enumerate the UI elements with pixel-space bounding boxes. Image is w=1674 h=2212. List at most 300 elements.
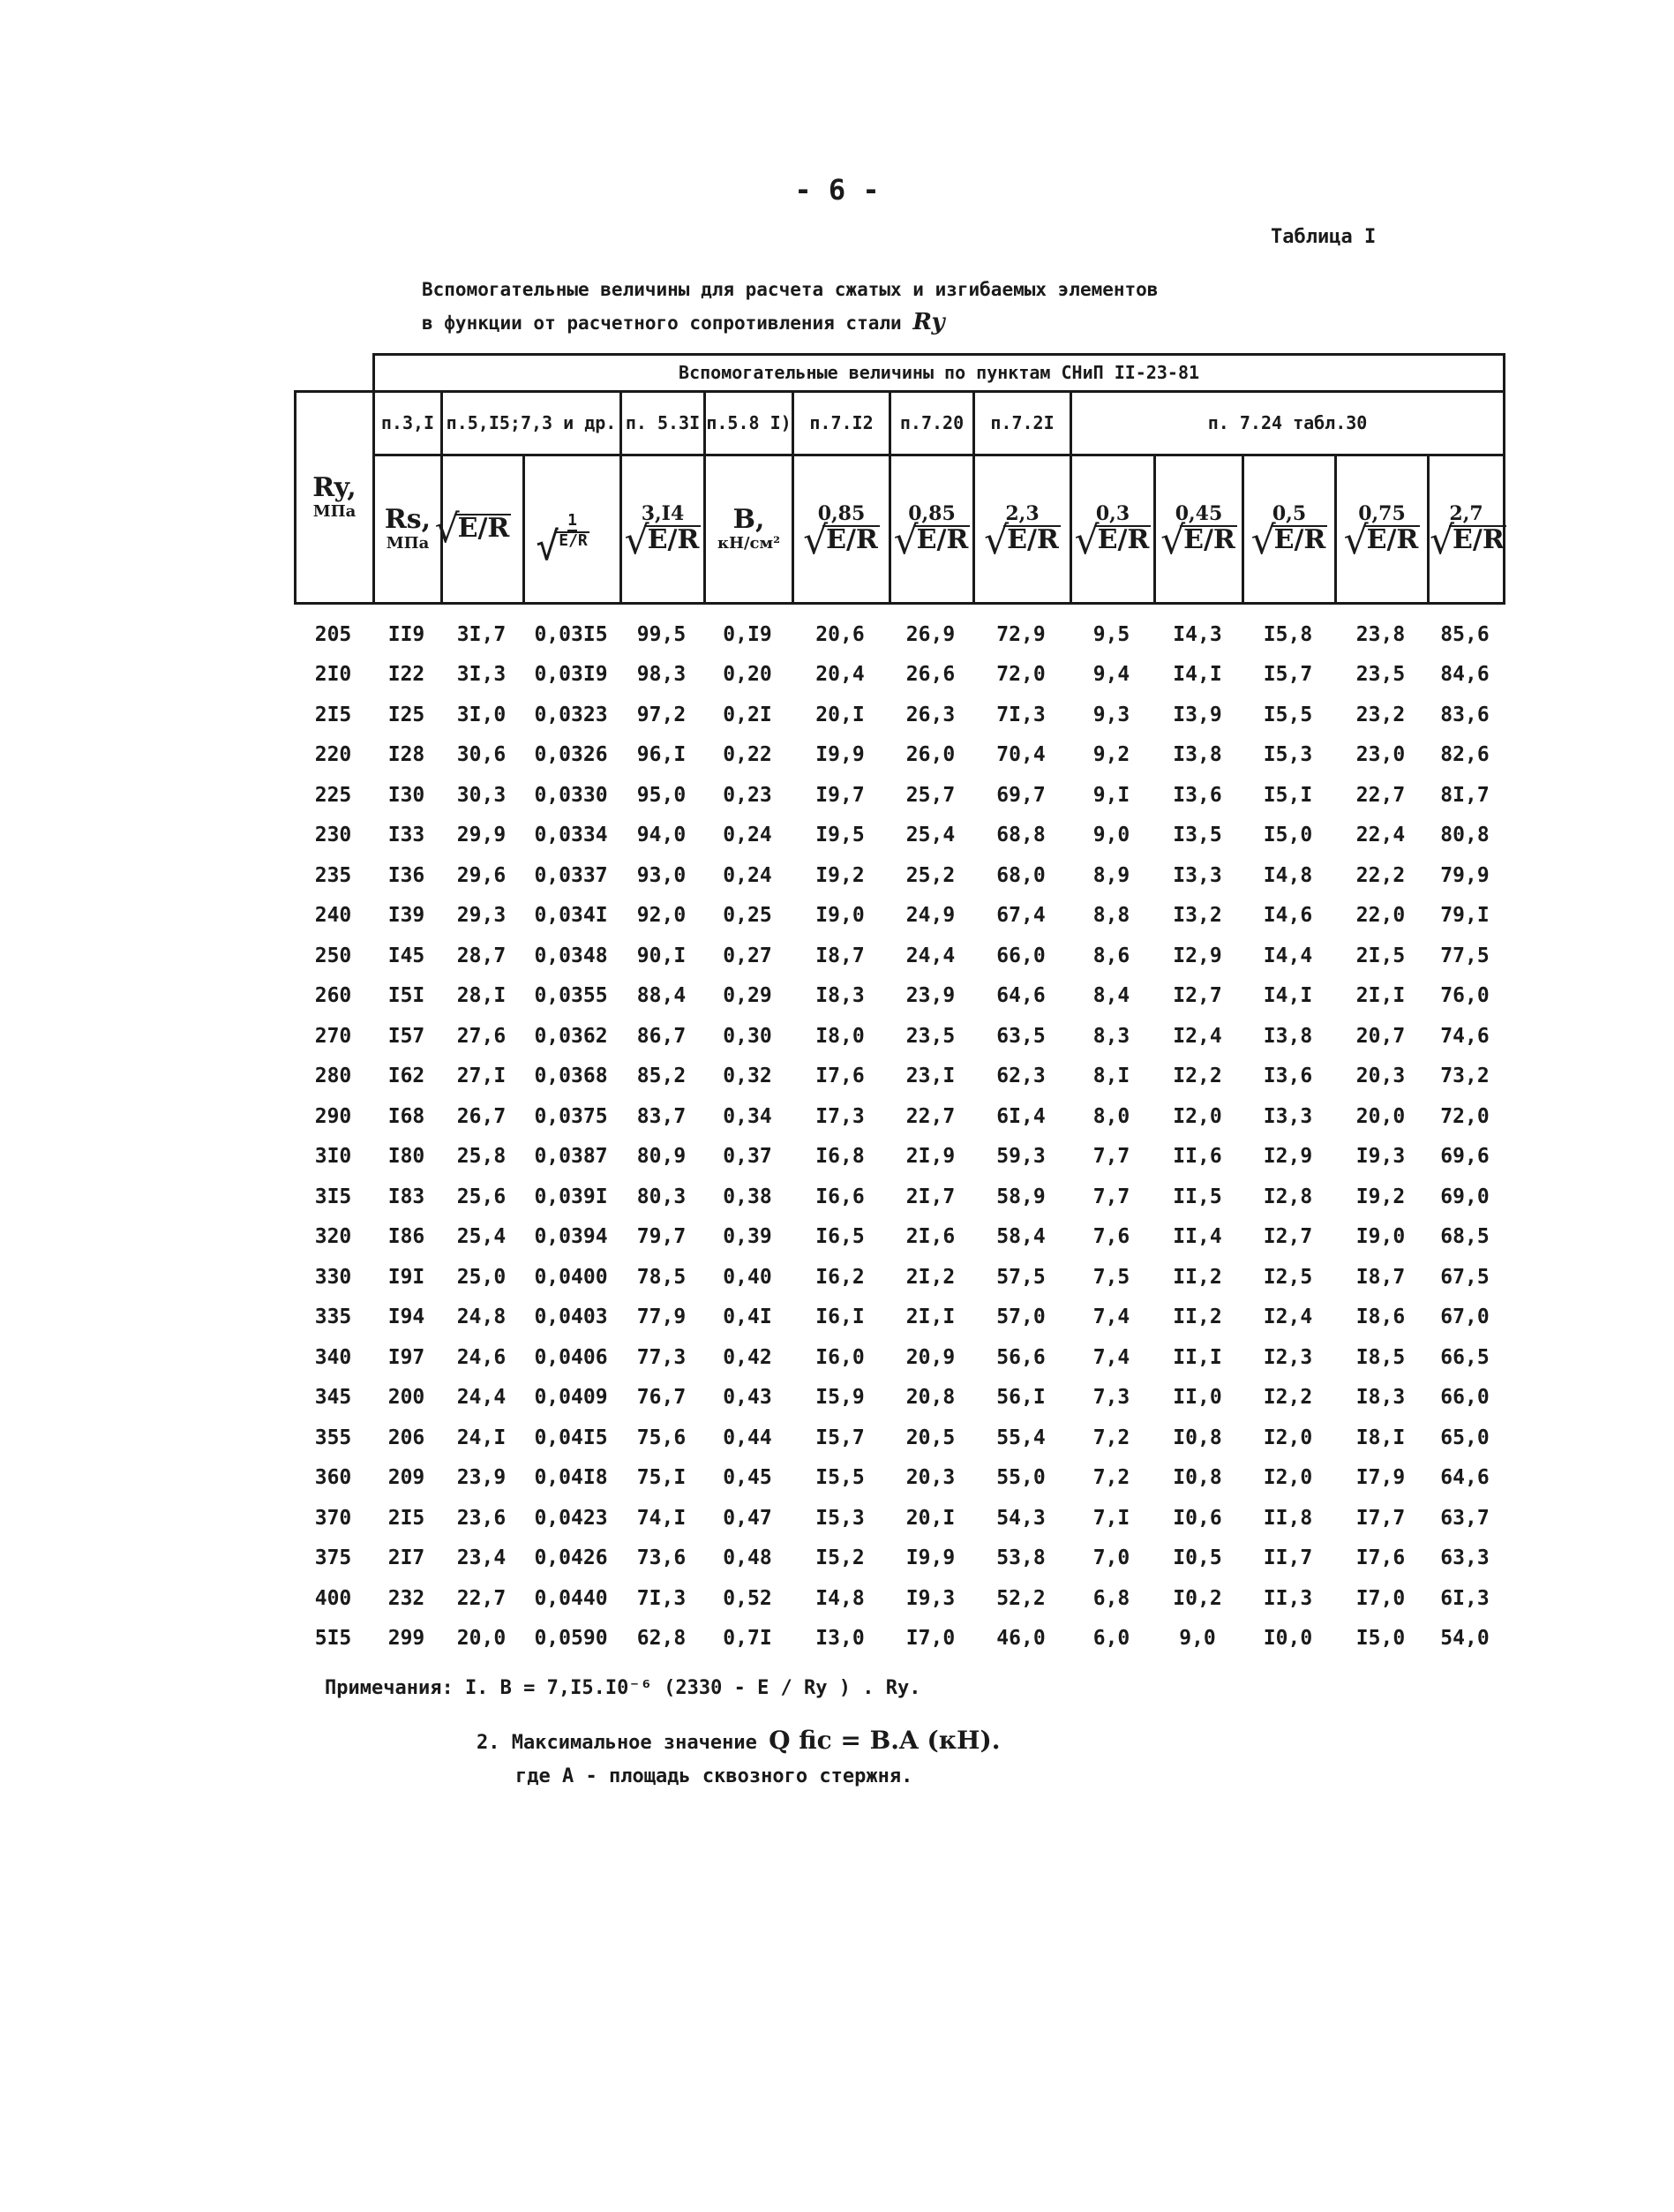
note-2-text: 2. Максимальное значение (477, 1732, 757, 1754)
table-cell: I8,I (1355, 1426, 1406, 1449)
table-cell: I33 (387, 824, 425, 847)
table-cell: 80,9 (636, 1145, 687, 1169)
table-cell: 20,7 (1355, 1024, 1406, 1048)
table-cell: I5,I (1263, 783, 1313, 807)
table-cell: 62,3 (996, 1065, 1046, 1088)
table-cell: 0,0368 (534, 1065, 608, 1088)
table-cell: 355 (314, 1426, 352, 1449)
table-cell: I2,3 (1263, 1345, 1313, 1369)
table-cell: 67,4 (996, 904, 1046, 928)
table-cell: 22,7 (905, 1104, 956, 1128)
table-cell: 29,9 (456, 824, 507, 847)
table-cell: 230 (314, 824, 352, 847)
table-cell: 9,3 (1092, 703, 1130, 726)
table-row (294, 614, 1503, 655)
table-cell: 220 (314, 743, 352, 767)
table-cell: I97 (387, 1345, 425, 1369)
table-cell: I0,8 (1173, 1466, 1222, 1490)
table-cell: 23,2 (1355, 703, 1406, 726)
table-cell: 0,48 (723, 1546, 772, 1570)
table-cell: I6,8 (815, 1145, 865, 1169)
table-cell: 70,4 (996, 743, 1046, 767)
table-cell: 6,8 (1092, 1586, 1130, 1610)
table-cell: I2,2 (1263, 1386, 1313, 1410)
table-cell: I62 (387, 1065, 425, 1088)
table-cell: 7I,3 (996, 703, 1046, 726)
table-row (294, 1257, 1503, 1298)
table-cell: I30 (387, 783, 425, 807)
table-cell: 0,27 (723, 944, 772, 967)
table-cell: 63,5 (996, 1024, 1046, 1048)
table-cell: 7,2 (1092, 1466, 1130, 1490)
table-row (294, 1418, 1503, 1458)
header-coef-6 (1243, 455, 1336, 604)
table-cell: I2,0 (1263, 1466, 1313, 1490)
table-cell: 0,0348 (534, 944, 608, 967)
table-cell: I8,0 (815, 1024, 865, 1048)
table-cell: 99,5 (636, 622, 687, 646)
header-coef-8 (1429, 455, 1505, 604)
coef-2: 0,85 (908, 501, 956, 525)
table-cell: I8,5 (1355, 1345, 1406, 1369)
table-cell: 235 (314, 863, 352, 887)
table-caption-line-2 (422, 309, 945, 335)
table-cell: 9,I (1092, 783, 1130, 807)
coef-0: 3,I4 (641, 501, 685, 525)
table-cell: 8,8 (1092, 904, 1130, 928)
table-cell: 25,0 (456, 1265, 507, 1289)
table-cell: 3I,0 (456, 703, 507, 726)
table-row (294, 1539, 1503, 1579)
table-cell: 20,6 (815, 622, 865, 646)
table-cell: II,6 (1173, 1145, 1222, 1169)
table-cell: 75,6 (636, 1426, 687, 1449)
table-cell: I3,6 (1173, 783, 1222, 807)
table-cell: 79,9 (1440, 863, 1490, 887)
table-cell: I7,7 (1355, 1506, 1406, 1530)
table-cell: 0,25 (723, 904, 772, 928)
table-cell: 20,I (905, 1506, 956, 1530)
table-cell: 0,32 (723, 1065, 772, 1088)
header-ref-6: п.7.2I (974, 392, 1071, 455)
table-row (294, 936, 1503, 976)
table-cell: I5,0 (1263, 824, 1313, 847)
table-cell: I5,5 (1263, 703, 1313, 726)
table-cell: I9,3 (1355, 1145, 1406, 1169)
table-cell: I0,0 (1263, 1627, 1313, 1651)
header-ref-7: п. 7.24 табл.30 (1071, 392, 1505, 455)
table-cell: 0,7I (723, 1627, 772, 1651)
table-cell: 93,0 (636, 863, 687, 887)
table-row (294, 1578, 1503, 1619)
table-cell: 22,7 (1355, 783, 1406, 807)
table-cell: I5,9 (815, 1386, 865, 1410)
table-cell: I3,8 (1173, 743, 1222, 767)
table-cell: 73,6 (636, 1546, 687, 1570)
table-cell: 20,0 (456, 1627, 507, 1651)
header-ref-0: п.3,I (374, 392, 442, 455)
table-cell: 76,0 (1440, 984, 1490, 1008)
table-cell: I2,5 (1263, 1265, 1313, 1289)
coef-1: 0,85 (817, 501, 866, 525)
table-cell: 79,7 (636, 1225, 687, 1249)
table-row (294, 1298, 1503, 1338)
table-cell: I8,6 (1355, 1305, 1406, 1329)
table-cell: I2,0 (1263, 1426, 1313, 1449)
table-cell: 25,2 (905, 863, 956, 887)
table-cell: I28 (387, 743, 425, 767)
table-cell: 3I0 (314, 1145, 352, 1169)
table-row (294, 1378, 1503, 1418)
rs-label: Rs, (384, 503, 432, 535)
table-cell: 74,6 (1440, 1024, 1490, 1048)
table-cell: 23,5 (905, 1024, 956, 1048)
table-cell: 20,8 (905, 1386, 956, 1410)
table-cell: I6,5 (815, 1225, 865, 1249)
table-cell: 340 (314, 1345, 352, 1369)
table-cell: 7,4 (1092, 1345, 1130, 1369)
table-cell: 345 (314, 1386, 352, 1410)
table-cell: 72,0 (1440, 1104, 1490, 1128)
table-cell: 3I,3 (456, 663, 507, 687)
table-cell: 66,0 (1440, 1386, 1490, 1410)
table-cell: 7,I (1092, 1506, 1130, 1530)
table-cell: 82,6 (1440, 743, 1490, 767)
table-cell: I4,8 (1263, 863, 1313, 887)
table-cell: 2I5 (387, 1506, 425, 1530)
table-cell: I22 (387, 663, 425, 687)
table-cell: 29,3 (456, 904, 507, 928)
table-cell: 75,I (636, 1466, 687, 1490)
table-cell: 225 (314, 783, 352, 807)
table-cell: I2,0 (1173, 1104, 1222, 1128)
header-corner (296, 355, 374, 392)
table-cell: 53,8 (996, 1546, 1046, 1570)
table-cell: 28,7 (456, 944, 507, 967)
header-sqrt-er (442, 455, 524, 604)
table-cell: I4,I (1263, 984, 1313, 1008)
table-cell: I9,0 (1355, 1225, 1406, 1249)
table-cell: 0,22 (723, 743, 772, 767)
inv-numerator: 1 (567, 510, 577, 530)
table-cell: I6,2 (815, 1265, 865, 1289)
table-cell: 27,6 (456, 1024, 507, 1048)
header-coef-7 (1336, 455, 1429, 604)
table-cell: I83 (387, 1185, 425, 1208)
table-cell: 68,0 (996, 863, 1046, 887)
table-label: Таблица I (1271, 226, 1377, 248)
table-cell: 290 (314, 1104, 352, 1128)
table-cell: I2,2 (1173, 1065, 1222, 1088)
table-cell: 9,4 (1092, 663, 1130, 687)
table-cell: 22,2 (1355, 863, 1406, 887)
table-cell: 97,2 (636, 703, 687, 726)
header-ref-4: п.7.I2 (793, 392, 890, 455)
table-row (294, 735, 1503, 776)
table-cell: I5,7 (815, 1426, 865, 1449)
table-cell: 2I5 (314, 703, 352, 726)
table-cell: I9,7 (815, 783, 865, 807)
table-cell: 0,0330 (534, 783, 608, 807)
table-cell: 69,6 (1440, 1145, 1490, 1169)
table-cell: 0,0403 (534, 1305, 608, 1329)
table-cell: 23,5 (1355, 663, 1406, 687)
table-cell: 25,4 (905, 824, 956, 847)
table-cell: 24,I (456, 1426, 507, 1449)
table-cell: II,7 (1263, 1546, 1313, 1570)
table-cell: 9,0 (1179, 1627, 1216, 1651)
table-cell: I2,8 (1263, 1185, 1313, 1208)
table-cell: 9,5 (1092, 622, 1130, 646)
table-cell: I3,0 (815, 1627, 865, 1651)
table-cell: I57 (387, 1024, 425, 1048)
table-cell: 68,5 (1440, 1225, 1490, 1249)
caption-line-2-text: в функции от расчетного сопротивления стали (422, 312, 902, 334)
header-ry (296, 392, 374, 604)
coef-6: 0,5 (1272, 501, 1307, 525)
table-cell: 52,2 (996, 1586, 1046, 1610)
table-cell: I80 (387, 1145, 425, 1169)
table-cell: 7,2 (1092, 1426, 1130, 1449)
table-cell: I4,4 (1263, 944, 1313, 967)
table-cell: 0,0375 (534, 1104, 608, 1128)
table-header (294, 353, 1505, 605)
table-cell: 72,0 (996, 663, 1046, 687)
table-cell: 0,39 (723, 1225, 772, 1249)
table-cell: 55,4 (996, 1426, 1046, 1449)
table-cell: I0,8 (1173, 1426, 1222, 1449)
table-cell: 0,I9 (723, 622, 772, 646)
table-cell: I7,3 (815, 1104, 865, 1128)
table-cell: I9,2 (1355, 1185, 1406, 1208)
table-cell: II,I (1173, 1345, 1222, 1369)
table-cell: I6,I (815, 1305, 865, 1329)
table-row (294, 1177, 1503, 1217)
table-cell: 20,3 (1355, 1065, 1406, 1088)
table-cell: 64,6 (1440, 1466, 1490, 1490)
table-cell: 0,24 (723, 824, 772, 847)
b-unit: кН/см² (717, 534, 781, 553)
table-cell: I0,6 (1173, 1506, 1222, 1530)
table-cell: 0,42 (723, 1345, 772, 1369)
header-coef-1 (793, 455, 890, 604)
table-row (294, 1057, 1503, 1097)
table-cell: 74,I (636, 1506, 687, 1530)
table-cell: 280 (314, 1065, 352, 1088)
table-cell: I39 (387, 904, 425, 928)
header-coef-2 (890, 455, 974, 604)
table-cell: I0,2 (1173, 1586, 1222, 1610)
table-cell: 0,0394 (534, 1225, 608, 1249)
table-cell: I5,3 (1263, 743, 1313, 767)
table-row (294, 1217, 1503, 1258)
table-cell: 46,0 (996, 1627, 1046, 1651)
table-cell: 58,9 (996, 1185, 1046, 1208)
table-cell: I3,9 (1173, 703, 1222, 726)
table-cell: 0,0323 (534, 703, 608, 726)
ry-unit: МПа (312, 502, 357, 522)
coef-6-radicand: √ E/R (1271, 525, 1328, 553)
table-cell: 0,0337 (534, 863, 608, 887)
table-cell: I8,3 (815, 984, 865, 1008)
table-cell: 73,2 (1440, 1065, 1490, 1088)
rs-unit: МПа (386, 534, 430, 553)
table-cell: 23,6 (456, 1506, 507, 1530)
header-rs (374, 455, 442, 604)
table-cell: 335 (314, 1305, 352, 1329)
table-cell: 0,0355 (534, 984, 608, 1008)
table-cell: 86,7 (636, 1024, 687, 1048)
table-cell: I4,3 (1173, 622, 1222, 646)
note-2 (477, 1726, 1000, 1755)
table-cell: 7,3 (1092, 1386, 1130, 1410)
table-cell: 66,5 (1440, 1345, 1490, 1369)
table-cell: 20,I (815, 703, 865, 726)
table-cell: 63,3 (1440, 1546, 1490, 1570)
table-cell: 7,0 (1092, 1546, 1130, 1570)
table-cell: 95,0 (636, 783, 687, 807)
coef-5-radicand: √ E/R (1180, 525, 1237, 553)
sqrt-er-radicand: √ E/R (454, 514, 512, 542)
table-cell: I3,2 (1173, 904, 1222, 928)
table-cell: 6I,4 (996, 1104, 1046, 1128)
table-cell: 0,0362 (534, 1024, 608, 1048)
table-cell: I3,8 (1263, 1024, 1313, 1048)
table-cell: 2I,2 (905, 1265, 956, 1289)
table-cell: 68,8 (996, 824, 1046, 847)
table-cell: 29,6 (456, 863, 507, 887)
table-cell: 72,9 (996, 622, 1046, 646)
table-cell: 25,8 (456, 1145, 507, 1169)
table-cell: 0,47 (723, 1506, 772, 1530)
table-cell: I2,7 (1173, 984, 1222, 1008)
table-row (294, 1458, 1503, 1499)
table-cell: 24,6 (456, 1345, 507, 1369)
table-cell: 26,7 (456, 1104, 507, 1128)
table-cell: I5,7 (1263, 663, 1313, 687)
table-cell: 370 (314, 1506, 352, 1530)
header-coef-5 (1155, 455, 1243, 604)
table-cell: II,5 (1173, 1185, 1222, 1208)
table-cell: I36 (387, 863, 425, 887)
table-cell: I2,4 (1263, 1305, 1313, 1329)
table-row (294, 1619, 1503, 1659)
table-cell: 250 (314, 944, 352, 967)
table-cell: I0,5 (1173, 1546, 1222, 1570)
table-cell: I9,3 (905, 1586, 956, 1610)
table-cell: 23,9 (905, 984, 956, 1008)
table-row (294, 1096, 1503, 1137)
table-cell: 0,0409 (534, 1386, 608, 1410)
table-cell: 96,I (636, 743, 687, 767)
table-row (294, 695, 1503, 735)
table-cell: I3,3 (1263, 1104, 1313, 1128)
table-cell: 7,6 (1092, 1225, 1130, 1249)
table-cell: I9,5 (815, 824, 865, 847)
table-cell: I5I (387, 984, 425, 1008)
table-cell: 320 (314, 1225, 352, 1249)
table-cell: 92,0 (636, 904, 687, 928)
table-cell: 2I,9 (905, 1145, 956, 1169)
header-ref-3: п.5.8 I) (705, 392, 793, 455)
table-cell: 5I5 (314, 1627, 352, 1651)
table-cell: 2I,I (905, 1305, 956, 1329)
table-cell: 7,7 (1092, 1185, 1130, 1208)
table-cell: 205 (314, 622, 352, 646)
table-cell: 0,4I (723, 1305, 772, 1329)
table-cell: 69,7 (996, 783, 1046, 807)
table-cell: 8,9 (1092, 863, 1130, 887)
table-cell: 6I,3 (1440, 1586, 1490, 1610)
header-group-title: Вспомогательные величины по пунктам СНиП II-23-81 (374, 355, 1505, 392)
table-cell: 375 (314, 1546, 352, 1570)
table-cell: 57,0 (996, 1305, 1046, 1329)
header-coef-3 (974, 455, 1071, 604)
table-cell: 2I,6 (905, 1225, 956, 1249)
table-cell: 0,0423 (534, 1506, 608, 1530)
coef-3-radicand: √ E/R (1003, 525, 1061, 553)
table-cell: I4,I (1173, 663, 1222, 687)
header-inv-sqrt-er (524, 455, 621, 604)
table-row (294, 896, 1503, 937)
coef-0-radicand: √ E/R (644, 525, 702, 553)
coef-8-radicand: √ E/R (1449, 525, 1506, 553)
table-cell: 360 (314, 1466, 352, 1490)
note-3: где A - площадь сквозного стержня. (515, 1765, 913, 1787)
table-cell: II,2 (1173, 1305, 1222, 1329)
table-cell: 9,0 (1092, 824, 1130, 847)
coef-5: 0,45 (1175, 501, 1223, 525)
coef-3: 2,3 (1005, 501, 1040, 525)
table-cell: 8I,7 (1440, 783, 1490, 807)
table-cell: 83,7 (636, 1104, 687, 1128)
table-cell: 0,34 (723, 1104, 772, 1128)
table-cell: 58,4 (996, 1225, 1046, 1249)
table-cell: 0,30 (723, 1024, 772, 1048)
table-cell: 0,37 (723, 1145, 772, 1169)
table-cell: I5,5 (815, 1466, 865, 1490)
table-cell: 0,0590 (534, 1627, 608, 1651)
data-table-body (294, 614, 1503, 1659)
table-row (294, 775, 1503, 816)
header-b (705, 455, 793, 604)
table-cell: 23,8 (1355, 622, 1406, 646)
header-ref-2: п. 5.3I (621, 392, 705, 455)
table-cell: I68 (387, 1104, 425, 1128)
table-cell: I7,0 (905, 1627, 956, 1651)
table-cell: 94,0 (636, 824, 687, 847)
table-cell: I9I (387, 1265, 425, 1289)
table-cell: I9,9 (815, 743, 865, 767)
table-cell: 0,04I8 (534, 1466, 608, 1490)
table-cell: II,2 (1173, 1265, 1222, 1289)
table-cell: 54,0 (1440, 1627, 1490, 1651)
table-cell: 3I,7 (456, 622, 507, 646)
table-row (294, 976, 1503, 1017)
table-cell: 23,I (905, 1065, 956, 1088)
table-cell: 85,2 (636, 1065, 687, 1088)
table-cell: 67,5 (1440, 1265, 1490, 1289)
table-cell: 0,45 (723, 1466, 772, 1490)
table-cell: 8,4 (1092, 984, 1130, 1008)
table-cell: II,3 (1263, 1586, 1313, 1610)
table-cell: 23,4 (456, 1546, 507, 1570)
table-cell: 0,29 (723, 984, 772, 1008)
table-cell: 2I0 (314, 663, 352, 687)
coef-8: 2,7 (1449, 501, 1483, 525)
table-cell: 20,0 (1355, 1104, 1406, 1128)
table-cell: 80,8 (1440, 824, 1490, 847)
